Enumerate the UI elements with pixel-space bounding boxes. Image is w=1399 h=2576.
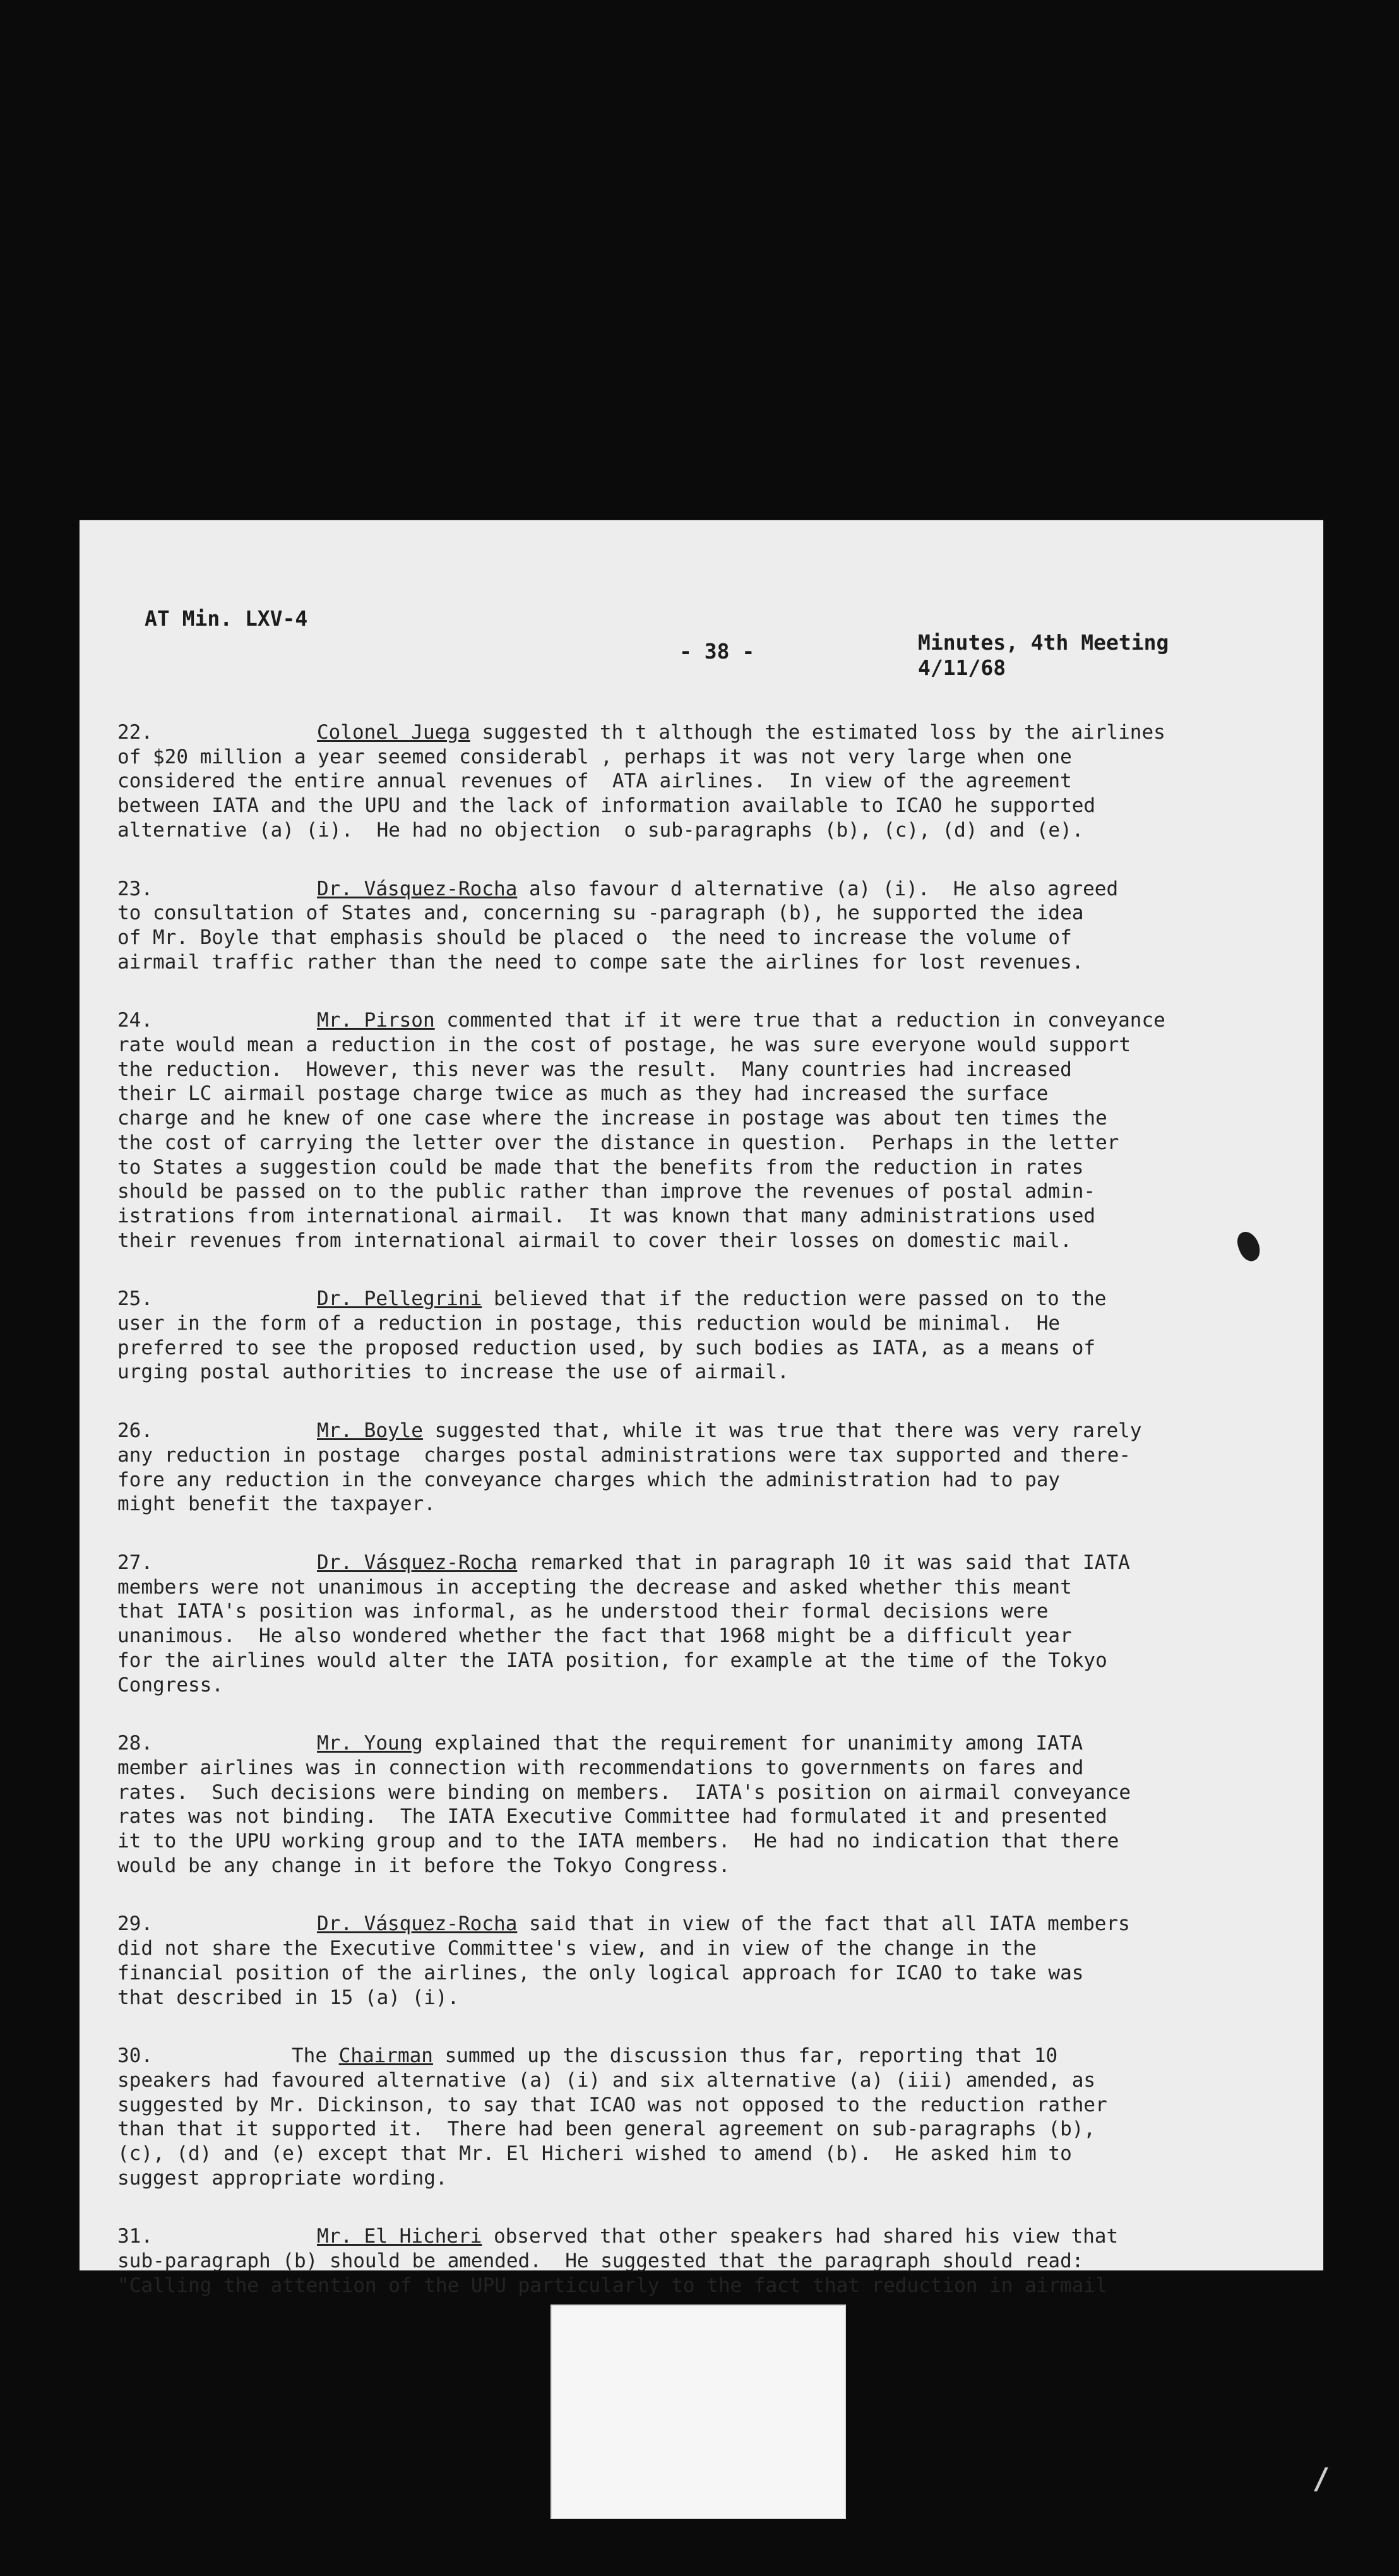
meeting-date: 4/11/68 bbox=[918, 655, 1006, 680]
paragraph-text: of $20 million a year seemed considerabl , perhaps it was not very large when one considered the entire annual revenues of ATA airlines. In view of the agreement between IATA and the UPU and the lack of information available to ICAO he supported alternative (a) (i). He had no objection o sub-paragraphs (b), (c), (d) and (e). bbox=[117, 745, 1096, 842]
paragraph-first-line: said that in view of the fact that all IATA members bbox=[528, 1912, 1130, 1936]
speaker-name: Dr. Pellegrini bbox=[317, 1287, 482, 1311]
paragraph-first-line: summed up the discussion thus far, reporting that 10 bbox=[444, 2044, 1058, 2068]
minutes-paragraph bbox=[117, 1287, 1292, 1385]
paragraph-text: rate would mean a reduction in the cost of postage, he was sure everyone would support the reduction. However, this never was the result. Many countries had increased their LC airmail postage charge twice as much as they had increased the surface charge and he knew of one case where the increase in postage was about ten times the the cost of carrying the letter over the distance in question. Perhaps in the letter to States a suggestion could be made that the benefits from the reduction in rates should be passed on to the public rather than improve the revenues of postal admin- istrations from international airmail. It was known that many administrations used their revenues from international airmail to cover their losses on domestic mail. bbox=[117, 1034, 1131, 1252]
paragraph-text: to consultation of States and, concerning su -paragraph (b), he supported the idea of Mr. Boyle that emphasis should be placed o the need to increase the volume of airmail traffic rather than the need to compe sate the airlines for lost revenues. bbox=[117, 902, 1084, 974]
paragraph-text: speakers had favoured alternative (a) (i) and six alternative (a) (iii) amended, as suggested by Mr. Dickinson, to say that ICAO was not opposed to the reduction rather than that it supported it. There had been general agreement on sub-paragraphs (b), (c), (d) and (e) except that Mr. El Hicheri wished to amend (b). He asked him to suggest appropriate wording. bbox=[117, 2068, 1107, 2190]
paragraph-text: sub-paragraph (b) should be amended. He suggested that the paragraph should read: "Calling the attention of the UPU particularly to the fact that reduction in airmail bbox=[117, 2250, 1107, 2297]
minutes-paragraph bbox=[117, 2044, 1292, 2190]
paragraph-text: did not share the Executive Committee's view, and in view of the change in the financial position of the airlines, the only logical approach for ICAO to take was that described in 15 (a) (i). bbox=[117, 1937, 1084, 2009]
meeting-heading bbox=[918, 630, 1169, 681]
paragraph-number: 27. bbox=[117, 1551, 153, 1574]
paragraph-text: member airlines was in connection with recommendations to governments on fares and rates. Such decisions were binding on members. IATA's position on airmail conveyance rates was not binding. The IATA Executive Committee had formulated it and presented it to the UPU working group and to the IATA members. He had no indication that there would be any change in it before the Tokyo Congress. bbox=[117, 1756, 1131, 1877]
paragraph-first-line: suggested th t although the estimated loss by the airlines bbox=[482, 721, 1165, 744]
speaker-name: Mr. Boyle bbox=[317, 1419, 423, 1443]
speaker-name: Mr. El Hicheri bbox=[317, 2225, 482, 2248]
paragraph-number: 24. bbox=[117, 1009, 153, 1032]
minutes-paragraph bbox=[117, 1419, 1292, 1517]
paragraph-number: 25. bbox=[117, 1287, 153, 1311]
minutes-paragraph bbox=[117, 720, 1292, 843]
paragraph-number: 26. bbox=[117, 1419, 153, 1443]
document-page bbox=[80, 520, 1323, 2297]
minutes-body bbox=[117, 720, 1292, 2332]
blank-card bbox=[551, 2305, 846, 2519]
minutes-paragraph bbox=[117, 2224, 1292, 2298]
paragraph-text: members were not unanimous in accepting the decrease and asked whether this meant that IATA's position was informal, as he understood their formal decisions were unanimous. He also wondered whether the fact that 1968 might be a difficult year for the airlines would alter the IATA position, for example at the time of the Tokyo Congress. bbox=[117, 1575, 1107, 1696]
paragraph-number: 22. bbox=[117, 721, 153, 744]
paragraph-first-line: suggested that, while it was true that there was very rarely bbox=[434, 1419, 1142, 1443]
paragraph-number: 23. bbox=[117, 877, 153, 900]
paragraph-number: 29. bbox=[117, 1912, 153, 1936]
minutes-paragraph bbox=[117, 877, 1292, 975]
speaker-name: Dr. Vásquez-Rocha bbox=[317, 877, 518, 900]
speaker-name: Chairman bbox=[338, 2044, 433, 2068]
paragraph-first-line: observed that other speakers had shared his view that bbox=[493, 2225, 1119, 2248]
page-number: - 38 - bbox=[679, 639, 755, 664]
document-reference: AT Min. LXV-4 bbox=[145, 606, 308, 631]
paragraph-first-line: believed that if the reduction were passed on to the bbox=[493, 1287, 1107, 1311]
paragraph-text: any reduction in postage charges postal administrations were tax supported and there- fore any reduction in the conveyance charges which the administration had to pay might benefit the taxpayer. bbox=[117, 1443, 1131, 1516]
minutes-paragraph bbox=[117, 1008, 1292, 1253]
speaker-name: Dr. Vásquez-Rocha bbox=[317, 1912, 518, 1936]
paragraph-text: user in the form of a reduction in postage, this reduction would be minimal. He preferred to see the proposed reduction used, by such bodies as IATA, as a means of urging postal authorities to increase the use of airmail. bbox=[117, 1312, 1096, 1384]
paragraph-first-line: remarked that in paragraph 10 it was said that IATA bbox=[528, 1551, 1130, 1574]
meeting-title: Minutes, 4th Meeting bbox=[918, 630, 1169, 655]
paragraph-number: 28. bbox=[117, 1732, 153, 1755]
speaker-name: Dr. Vásquez-Rocha bbox=[317, 1551, 518, 1574]
paragraph-first-line: commented that if it were true that a reduction in conveyance bbox=[446, 1009, 1165, 1032]
speaker-name: Colonel Juega bbox=[317, 721, 470, 744]
scan-mark bbox=[1297, 2467, 1328, 2491]
paragraph-first-line: also favour d alternative (a) (i). He also agreed bbox=[528, 877, 1119, 900]
paragraph-first-line: explained that the requirement for unanimity among IATA bbox=[434, 1732, 1083, 1755]
minutes-paragraph bbox=[117, 1551, 1292, 1697]
paragraph-number: 31. bbox=[117, 2225, 153, 2248]
paragraph-number: 30. bbox=[117, 2044, 153, 2068]
speaker-name: Mr. Young bbox=[317, 1732, 423, 1755]
minutes-paragraph bbox=[117, 1912, 1292, 2010]
paragraph-prefix: The bbox=[292, 2044, 339, 2068]
minutes-paragraph bbox=[117, 1731, 1292, 1878]
speaker-name: Mr. Pirson bbox=[317, 1009, 435, 1032]
